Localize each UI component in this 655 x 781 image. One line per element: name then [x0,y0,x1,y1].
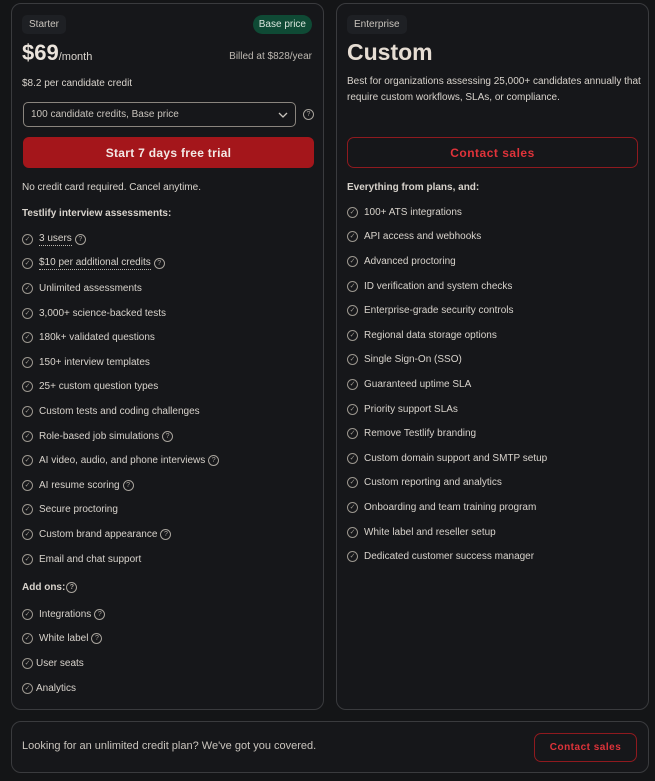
check-circle-icon: ✓ [22,633,33,644]
check-circle-icon: ✓ [22,609,33,620]
addon-label: User seats [36,657,84,669]
credit-price-text: $8.2 per candidate credit [22,78,133,89]
feature-label: Secure proctoring [39,504,118,516]
check-circle-icon: ✓ [347,231,358,242]
price-amount: $69 [22,40,59,65]
feature-label: Role-based job simulations [39,430,160,442]
check-circle-icon: ✓ [347,502,358,513]
feature-label: Priority support SLAs [364,403,458,415]
list-item [22,301,219,326]
list-item [22,522,219,547]
feature-label: Custom domain support and SMTP setup [364,452,548,464]
price-period: /month [58,51,93,63]
credits-select[interactable] [23,102,296,127]
list-item [22,602,105,627]
list-item [347,446,547,471]
addon-label: Integrations [39,608,92,620]
list-item [22,547,219,572]
check-circle-icon: ✓ [347,281,358,292]
check-circle-icon: ✓ [347,354,358,365]
plan-chip-enterprise: Enterprise [347,15,407,34]
check-circle-icon: ✓ [347,379,358,390]
list-item [22,448,219,473]
list-item [22,375,219,400]
check-circle-icon: ✓ [22,381,33,392]
addons-list [22,602,105,700]
list-item [22,651,105,676]
check-circle-icon: ✓ [22,480,33,491]
feature-label: 25+ custom question types [39,381,159,393]
check-circle-icon: ✓ [22,504,33,515]
question-circle-icon[interactable]: ? [75,234,86,245]
check-circle-icon: ✓ [347,330,358,341]
check-circle-icon: ✓ [22,455,33,466]
enterprise-features-title: Everything from plans, and: [347,182,480,193]
starter-plan-card [11,3,324,710]
list-item [347,495,547,520]
feature-label: 100+ ATS integrations [364,206,462,218]
addon-label: White label [39,633,89,645]
base-price-badge: Base price [253,15,312,34]
feature-label: Guaranteed uptime SLA [364,378,472,390]
list-item [22,252,219,277]
feature-label: Enterprise-grade security controls [364,305,514,317]
check-circle-icon: ✓ [347,256,358,267]
list-item [347,544,547,569]
list-item [347,397,547,422]
check-circle-icon: ✓ [347,551,358,562]
list-item [22,399,219,424]
billed-text: Billed at $828/year [229,51,312,62]
list-item [347,200,547,225]
chevron-down-icon [278,112,288,118]
feature-label: 180k+ validated questions [39,332,155,344]
check-circle-icon: ✓ [22,234,33,245]
question-circle-icon[interactable]: ? [162,431,173,442]
list-item [347,372,547,397]
check-circle-icon: ✓ [22,554,33,565]
list-item [22,627,105,652]
enterprise-description: Best for organizations assessing 25,000+ candidates annually that require custom workflows, SLAs, or compliance. [347,76,641,103]
list-item [347,520,547,545]
check-circle-icon: ✓ [22,529,33,540]
start-free-trial-button[interactable]: Start 7 days free trial [23,137,314,168]
enterprise-plan-card [336,3,649,710]
check-circle-icon: ✓ [22,683,33,694]
list-item [22,227,219,252]
feature-label: Custom brand appearance [39,528,158,540]
contact-sales-button[interactable]: Contact sales [347,137,638,168]
unlimited-plan-banner [11,721,649,773]
list-item [22,676,105,701]
list-item [347,298,547,323]
feature-label: Unlimited assessments [39,282,142,294]
question-circle-icon[interactable]: ? [303,109,314,120]
feature-label: Remove Testlify branding [364,428,477,440]
feature-label: Advanced proctoring [364,255,456,267]
feature-label: API access and webhooks [364,231,482,243]
check-circle-icon: ✓ [22,357,33,368]
feature-label: 150+ interview templates [39,356,150,368]
no-credit-card-note: No credit card required. Cancel anytime. [22,182,201,193]
addon-label: Analytics [36,682,77,694]
list-item [22,276,219,301]
question-circle-icon[interactable]: ? [154,258,165,269]
starter-feature-list [22,227,219,571]
check-circle-icon: ✓ [22,258,33,269]
list-item [347,249,547,274]
features-title: Testlify interview assessments: [22,208,172,219]
feature-label: Custom tests and coding challenges [39,405,200,417]
question-circle-icon[interactable]: ? [66,582,77,593]
check-circle-icon: ✓ [347,477,358,488]
list-item [347,274,547,299]
list-item [22,498,219,523]
check-circle-icon: ✓ [347,305,358,316]
question-circle-icon[interactable]: ? [91,633,102,644]
addons-title: Add ons: [22,582,66,594]
check-circle-icon: ✓ [347,527,358,538]
feature-label[interactable]: $10 per additional credits [39,257,151,269]
feature-label: AI resume scoring [39,479,120,491]
check-circle-icon: ✓ [22,283,33,294]
feature-label: Onboarding and team training program [364,501,537,513]
check-circle-icon: ✓ [22,308,33,319]
feature-label: AI video, audio, and phone interviews [39,455,206,467]
check-circle-icon: ✓ [347,404,358,415]
feature-label: White label and reseller setup [364,526,496,538]
feature-label: 3,000+ science-backed tests [39,307,167,319]
enterprise-title: Custom [347,39,433,65]
check-circle-icon: ✓ [22,332,33,343]
feature-label: Custom reporting and analytics [364,477,502,489]
list-item [22,325,219,350]
question-circle-icon[interactable]: ? [160,529,171,540]
list-item [22,473,219,498]
list-item [347,421,547,446]
list-item [347,323,547,348]
credits-select-value: 100 candidate credits, Base price [31,109,179,120]
check-circle-icon: ✓ [22,658,33,669]
banner-contact-sales-button[interactable]: Contact sales [534,733,637,762]
question-circle-icon[interactable]: ? [208,455,219,466]
question-circle-icon[interactable]: ? [123,480,134,491]
list-item [347,471,547,496]
price [22,40,92,66]
list-item [22,350,219,375]
feature-label: Regional data storage options [364,329,497,341]
feature-label: Email and chat support [39,553,142,565]
list-item [22,424,219,449]
check-circle-icon: ✓ [347,207,358,218]
banner-text: Looking for an unlimited credit plan? We've got you covered. [22,740,317,752]
feature-label: ID verification and system checks [364,280,513,292]
feature-label: Single Sign-On (SSO) [364,354,462,366]
plan-chip-starter: Starter [22,15,66,34]
enterprise-feature-list [347,200,547,569]
addons-title-row [22,582,77,593]
question-circle-icon[interactable]: ? [94,609,105,620]
feature-label: Dedicated customer success manager [364,551,535,563]
check-circle-icon: ✓ [22,431,33,442]
check-circle-icon: ✓ [347,453,358,464]
feature-label[interactable]: 3 users [39,232,72,244]
check-circle-icon: ✓ [347,428,358,439]
list-item [347,348,547,373]
check-circle-icon: ✓ [22,406,33,417]
list-item [347,225,547,250]
